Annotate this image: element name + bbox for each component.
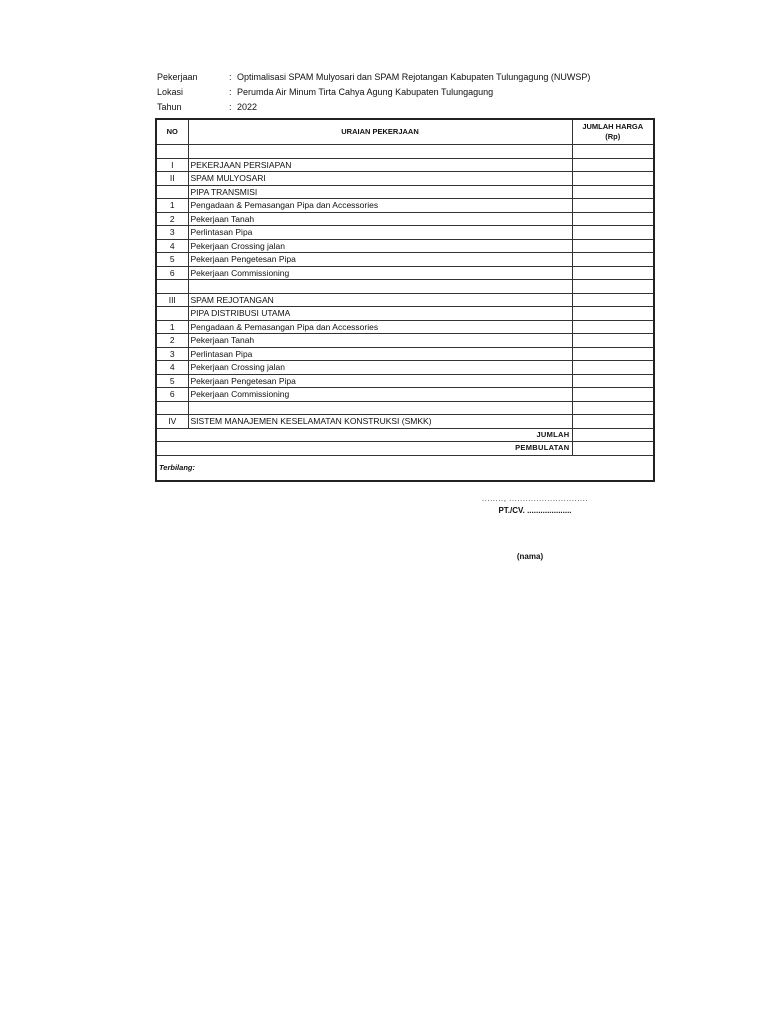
row-number: 4 <box>156 239 188 253</box>
row-number: 2 <box>156 334 188 348</box>
row-jumlah-harga-cell[interactable] <box>572 226 654 240</box>
row-number: 4 <box>156 361 188 375</box>
row-description: PEKERJAAN PERSIAPAN <box>188 158 572 172</box>
row-description: Pekerjaan Pengetesan Pipa <box>188 374 572 388</box>
table-row <box>156 172 654 186</box>
row-number: 3 <box>156 226 188 240</box>
row-jumlah-harga-cell[interactable] <box>572 145 654 159</box>
row-number: 6 <box>156 266 188 280</box>
row-number <box>156 307 188 321</box>
row-number: 6 <box>156 388 188 402</box>
table-row <box>156 401 654 415</box>
header-row-lokasi <box>157 84 657 99</box>
row-jumlah-harga-cell[interactable] <box>572 347 654 361</box>
row-number: 1 <box>156 320 188 334</box>
row-number <box>156 185 188 199</box>
row-description: Pekerjaan Tanah <box>188 334 572 348</box>
column-header-jumlah-harga <box>572 119 654 145</box>
row-jumlah-harga-cell[interactable] <box>572 320 654 334</box>
row-description: Pekerjaan Crossing jalan <box>188 239 572 253</box>
row-jumlah-harga-cell[interactable] <box>572 361 654 375</box>
row-description <box>188 401 572 415</box>
row-description: Pekerjaan Pengetesan Pipa <box>188 253 572 267</box>
pembulatan-row <box>156 442 654 456</box>
row-jumlah-harga-cell[interactable] <box>572 307 654 321</box>
table-row <box>156 212 654 226</box>
header-colon: : <box>229 101 232 112</box>
row-description: Pengadaan & Pemasangan Pipa dan Accessories <box>188 320 572 334</box>
header-value: 2022 <box>237 101 258 112</box>
row-jumlah-harga-cell[interactable] <box>572 280 654 294</box>
header-colon: : <box>229 71 232 82</box>
row-number: III <box>156 293 188 307</box>
table-row <box>156 361 654 375</box>
row-jumlah-harga-cell[interactable] <box>572 199 654 213</box>
terbilang-label: Terbilang: <box>156 455 654 481</box>
row-number: 5 <box>156 253 188 267</box>
row-jumlah-harga-cell[interactable] <box>572 293 654 307</box>
table-row <box>156 185 654 199</box>
row-description: Perlintasan Pipa <box>188 226 572 240</box>
row-jumlah-harga-cell[interactable] <box>572 253 654 267</box>
table-row <box>156 280 654 294</box>
table-row <box>156 374 654 388</box>
column-header-no: NO <box>156 119 188 145</box>
row-number: IV <box>156 415 188 429</box>
row-number: 3 <box>156 347 188 361</box>
row-description: SISTEM MANAJEMEN KESELAMATAN KONSTRUKSI (SMKK) <box>188 415 572 429</box>
header-row-tahun <box>157 99 657 114</box>
signature-block <box>470 494 600 561</box>
document-header <box>157 69 657 114</box>
signature-name: (nama) <box>516 552 544 561</box>
table-row <box>156 145 654 159</box>
signature-place-date: ........, ............................. <box>481 494 589 503</box>
header-row-pekerjaan <box>157 69 657 84</box>
row-jumlah-harga-cell[interactable] <box>572 172 654 186</box>
table-row <box>156 415 654 429</box>
terbilang-row <box>156 455 654 481</box>
cost-summary-table <box>155 118 655 482</box>
header-label: Tahun <box>157 101 182 112</box>
pembulatan-value-cell[interactable] <box>572 442 654 456</box>
header-colon: : <box>229 86 232 97</box>
row-jumlah-harga-cell[interactable] <box>572 239 654 253</box>
header-value: Perumda Air Minum Tirta Cahya Agung Kabupaten Tulungagung <box>237 86 494 97</box>
row-number: I <box>156 158 188 172</box>
row-number: 2 <box>156 212 188 226</box>
table-row <box>156 266 654 280</box>
row-number <box>156 401 188 415</box>
row-jumlah-harga-cell[interactable] <box>572 185 654 199</box>
table-row <box>156 347 654 361</box>
jumlah-value-cell[interactable] <box>572 428 654 442</box>
row-description: Pekerjaan Tanah <box>188 212 572 226</box>
table-row <box>156 320 654 334</box>
table-row <box>156 253 654 267</box>
row-jumlah-harga-cell[interactable] <box>572 334 654 348</box>
signature-company: PT./CV. .................... <box>498 506 572 515</box>
row-description: Pekerjaan Commissioning <box>188 266 572 280</box>
header-label: Lokasi <box>157 86 184 97</box>
row-description: Pekerjaan Commissioning <box>188 388 572 402</box>
row-number: II <box>156 172 188 186</box>
table-header-row <box>156 119 654 145</box>
row-number: 5 <box>156 374 188 388</box>
row-jumlah-harga-cell[interactable] <box>572 388 654 402</box>
table-body <box>156 145 654 429</box>
column-header-uraian: URAIAN PEKERJAAN <box>188 119 572 145</box>
row-jumlah-harga-cell[interactable] <box>572 415 654 429</box>
column-header-jumlah-harga-line2: (Rp) <box>605 132 621 141</box>
row-description: PIPA DISTRIBUSI UTAMA <box>188 307 572 321</box>
jumlah-label: JUMLAH <box>156 428 572 442</box>
row-number <box>156 280 188 294</box>
column-header-jumlah-harga-line1: JUMLAH HARGA <box>582 122 644 131</box>
table-row <box>156 388 654 402</box>
row-description: Perlintasan Pipa <box>188 347 572 361</box>
header-label: Pekerjaan <box>157 71 198 82</box>
row-description: Pengadaan & Pemasangan Pipa dan Accessories <box>188 199 572 213</box>
table-row <box>156 158 654 172</box>
row-description <box>188 145 572 159</box>
jumlah-row <box>156 428 654 442</box>
table-row <box>156 307 654 321</box>
row-description: PIPA TRANSMISI <box>188 185 572 199</box>
table-row <box>156 293 654 307</box>
row-number: 1 <box>156 199 188 213</box>
table-row <box>156 199 654 213</box>
row-jumlah-harga-cell[interactable] <box>572 401 654 415</box>
row-description: SPAM MULYOSARI <box>188 172 572 186</box>
row-number <box>156 145 188 159</box>
pembulatan-label: PEMBULATAN <box>156 442 572 456</box>
row-jumlah-harga-cell[interactable] <box>572 212 654 226</box>
row-jumlah-harga-cell[interactable] <box>572 266 654 280</box>
table-row <box>156 334 654 348</box>
row-jumlah-harga-cell[interactable] <box>572 374 654 388</box>
header-value: Optimalisasi SPAM Mulyosari dan SPAM Rejotangan Kabupaten Tulungagung (NUWSP) <box>237 71 591 82</box>
row-description: Pekerjaan Crossing jalan <box>188 361 572 375</box>
row-description: SPAM REJOTANGAN <box>188 293 572 307</box>
table-row <box>156 226 654 240</box>
table-row <box>156 239 654 253</box>
row-jumlah-harga-cell[interactable] <box>572 158 654 172</box>
row-description <box>188 280 572 294</box>
